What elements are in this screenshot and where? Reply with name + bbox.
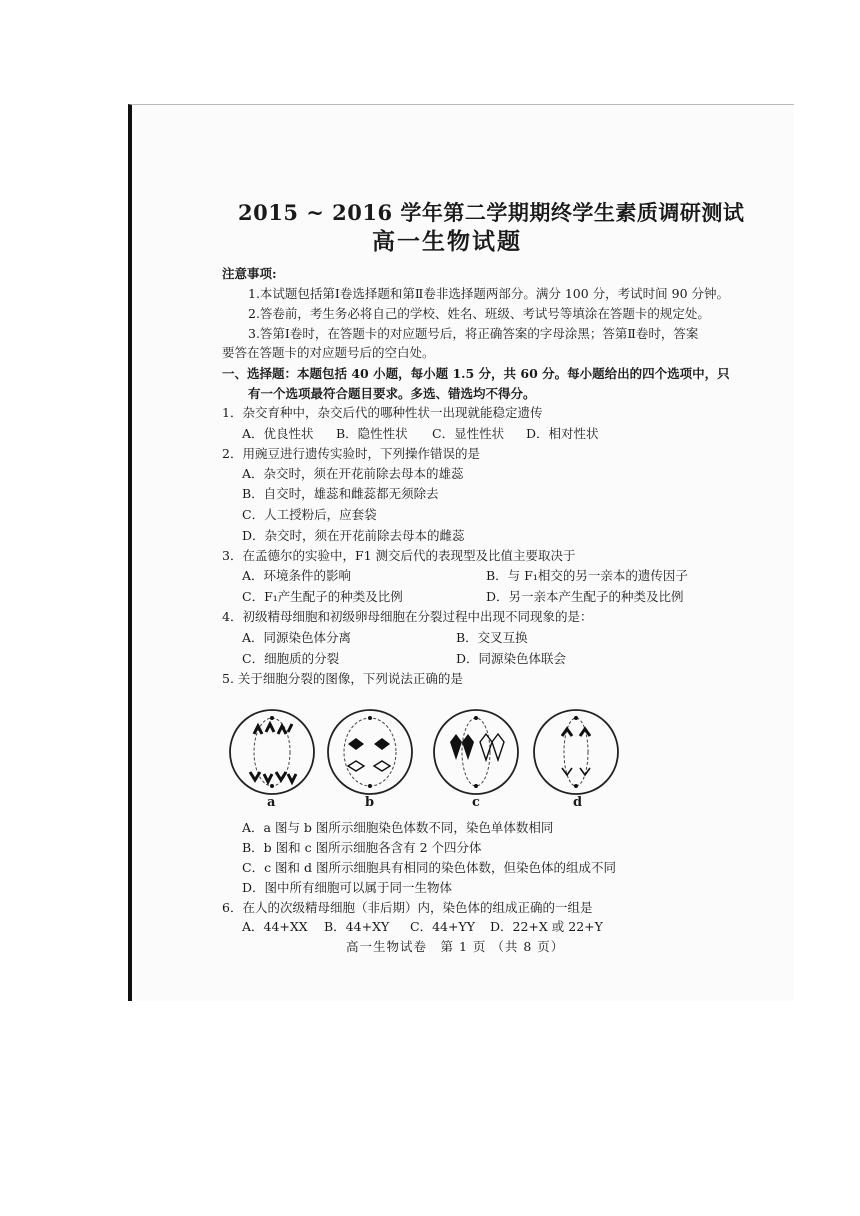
note-item-3-cont: 要答在答题卡的对应题号后的空白处。 (222, 345, 435, 360)
q5-option-b: B．b 图和 c 图所示细胞各含有 2 个四分体 (242, 840, 482, 855)
q3-option-b: B．与 F₁相交的另一亲本的遗传因子 (486, 568, 688, 583)
q6-option-c: C．44+YY (410, 919, 475, 934)
q1-option-b: B．隐性性状 (336, 426, 408, 441)
q5-option-a: A．a 图与 b 图所示细胞染色体数不同，染色单体数相同 (242, 820, 554, 835)
q4-option-d: D．同源染色体联会 (456, 651, 567, 666)
section-heading-cont: 有一个选项最符合题目要求。多选、错选均不得分。 (248, 386, 536, 401)
question-4-stem: 4．初级精母细胞和初级卵母细胞在分裂过程中出现不同现象的是： (222, 609, 593, 624)
q3-option-a: A．环境条件的影响 (242, 568, 352, 583)
figure-label-b: b (365, 795, 375, 810)
cell-division-figure (228, 700, 628, 810)
q4-option-a: A．同源染色体分离 (242, 630, 352, 645)
figure-label-a: a (267, 795, 276, 810)
notes-heading: 注意事项: (222, 266, 277, 281)
section-heading: 一、选择题：本题包括 40 小题，每小题 1.5 分，共 60 分。每小题给出的四个选项中，只 (222, 366, 730, 381)
figure-label-d: d (573, 795, 583, 810)
q4-option-c: C．细胞质的分裂 (242, 651, 340, 666)
q1-option-c: C．显性性状 (432, 426, 505, 441)
q2-option-b: B．自交时，雄蕊和雌蕊都无须除去 (242, 486, 439, 501)
cell-c-diagram (434, 710, 518, 794)
question-3-stem: 3．在孟德尔的实验中，F1 测交后代的表现型及比值主要取决于 (222, 548, 576, 563)
q6-option-b: B．44+XY (324, 919, 390, 934)
figure-label-c: c (472, 795, 480, 810)
note-item-2: 2.答卷前，考生务必将自己的学校、姓名、班级、考试号等填涂在答题卡的规定处。 (248, 306, 710, 321)
q2-option-a: A．杂交时，须在开花前除去母本的雄蕊 (242, 466, 464, 481)
q5-option-d: D．图中所有细胞可以属于同一生物体 (242, 880, 453, 895)
q5-option-c: C．c 图和 d 图所示细胞具有相同的染色体数，但染色体的组成不同 (242, 860, 616, 875)
note-item-1: 1.本试题包括第Ⅰ卷选择题和第Ⅱ卷非选择题两部分。满分 100 分，考试时间 90 分钟。 (248, 286, 730, 301)
q6-option-a: A．44+XX (242, 919, 308, 934)
question-6-stem: 6．在人的次级精母细胞（非后期）内，染色体的组成正确的一组是 (222, 900, 593, 915)
question-1-stem: 1．杂交育种中，杂交后代的哪种性状一出现就能稳定遗传 (222, 405, 543, 420)
q3-option-d: D．另一亲本产生配子的种类及比例 (486, 589, 684, 604)
q2-option-c: C．人工授粉后，应套袋 (242, 507, 377, 522)
page-footer: 高一生物试卷 第 1 页 （共 8 页） (346, 939, 565, 954)
note-item-3: 3.答第Ⅰ卷时，在答题卡的对应题号后，将正确答案的字母涂黑；答第Ⅱ卷时，答案 (248, 326, 699, 341)
q1-option-a: A．优良性状 (242, 426, 314, 441)
question-5-stem: 5. 关于细胞分裂的图像，下列说法正确的是 (222, 671, 463, 686)
exam-title: 2015 ~ 2016 学年第二学期期终学生素质调研测试 (238, 200, 745, 225)
q3-option-c: C．F₁产生配子的种类及比例 (242, 589, 403, 604)
q1-option-d: D．相对性状 (526, 426, 599, 441)
question-2-stem: 2．用豌豆进行遗传实验时，下列操作错误的是 (222, 446, 480, 461)
q2-option-d: D．杂交时，须在开花前除去母本的雌蕊 (242, 528, 465, 543)
q4-option-b: B．交叉互换 (456, 630, 528, 645)
cell-a-diagram (230, 710, 314, 794)
q6-option-d: D．22+X 或 22+Y (490, 919, 603, 934)
exam-subtitle: 高一生物试题 (372, 228, 522, 255)
cell-d-diagram (534, 710, 618, 794)
cell-b-diagram (328, 710, 412, 794)
